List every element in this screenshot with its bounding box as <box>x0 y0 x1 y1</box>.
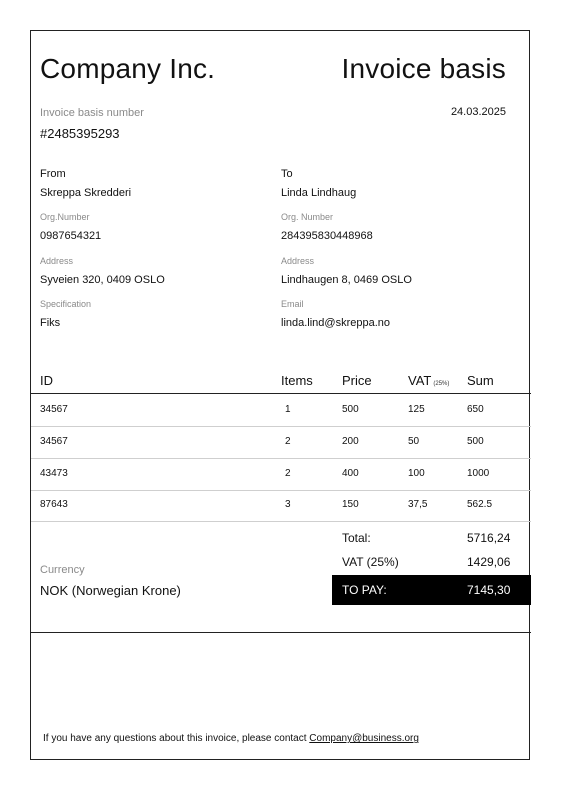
document-title: Invoice basis <box>341 53 506 84</box>
to-address: Lindhaugen 8, 0469 OSLO <box>281 274 412 286</box>
from-address: Syveien 320, 0409 OSLO <box>40 274 165 286</box>
to-pay-label: TO PAY: <box>342 583 387 597</box>
invoice-number-label: Invoice basis number <box>40 107 144 119</box>
table-header-divider <box>31 393 531 394</box>
to-email: linda.lind@skreppa.no <box>281 317 391 329</box>
from-address-label: Address <box>40 256 74 266</box>
specification-label: Specification <box>40 299 92 309</box>
section-divider <box>31 632 531 633</box>
specification-value: Fiks <box>40 317 61 329</box>
to-pay-bar <box>332 575 531 605</box>
row-sum: 650 <box>467 404 484 415</box>
row-divider <box>31 490 531 491</box>
invoice-frame <box>30 30 530 760</box>
to-pay-value: 7145,30 <box>467 583 511 597</box>
column-header-price: Price <box>342 373 372 388</box>
row-sum: 562.5 <box>467 499 493 510</box>
column-header-items: Items <box>281 373 313 388</box>
row-divider <box>31 521 531 522</box>
total-label: Total: <box>342 531 371 545</box>
from-org-number: 0987654321 <box>40 230 102 242</box>
from-org-label: Org.Number <box>40 212 90 222</box>
row-price: 200 <box>342 436 359 447</box>
currency-label: Currency <box>40 564 85 576</box>
column-header-vat: VAT (25%) <box>408 373 450 388</box>
row-vat: 37,5 <box>408 499 428 510</box>
row-items: 1 <box>285 404 291 415</box>
currency-value: NOK (Norwegian Krone) <box>40 583 181 598</box>
total-value: 5716,24 <box>467 531 511 545</box>
contact-email-link[interactable]: Company@business.org <box>309 733 419 744</box>
to-email-label: Email <box>281 299 304 309</box>
to-org-label: Org. Number <box>281 212 334 222</box>
row-items: 3 <box>285 499 291 510</box>
row-sum: 500 <box>467 436 484 447</box>
from-name: Skreppa Skredderi <box>40 187 132 199</box>
company-name: Company Inc. <box>40 53 216 84</box>
vat-rate-note: (25%) <box>433 381 450 387</box>
footer-text: If you have any questions about this invoice, please contact <box>43 733 310 744</box>
invoice-date: 24.03.2025 <box>450 106 506 118</box>
from-label: From <box>40 168 66 180</box>
vat-total-value: 1429,06 <box>467 555 511 569</box>
row-id: 87643 <box>40 499 68 510</box>
footer-note <box>43 733 419 744</box>
row-vat: 125 <box>408 404 425 415</box>
to-name: Linda Lindhaug <box>281 187 357 199</box>
row-price: 150 <box>342 499 359 510</box>
to-label: To <box>281 168 293 180</box>
row-vat: 50 <box>408 436 420 447</box>
row-divider <box>31 458 531 459</box>
column-header-sum: Sum <box>467 373 494 388</box>
invoice-number: #2485395293 <box>40 126 120 141</box>
row-id: 34567 <box>40 436 68 447</box>
row-id: 34567 <box>40 404 68 415</box>
vat-total-label: VAT (25%) <box>342 555 399 569</box>
row-divider <box>31 426 531 427</box>
to-address-label: Address <box>281 256 315 266</box>
row-items: 2 <box>285 468 291 479</box>
row-vat: 100 <box>408 468 425 479</box>
row-sum: 1000 <box>467 468 490 479</box>
row-items: 2 <box>285 436 291 447</box>
row-price: 400 <box>342 468 359 479</box>
row-price: 500 <box>342 404 359 415</box>
to-org-number: 284395830448968 <box>281 230 373 242</box>
column-header-id: ID <box>40 373 53 388</box>
row-id: 43473 <box>40 468 68 479</box>
